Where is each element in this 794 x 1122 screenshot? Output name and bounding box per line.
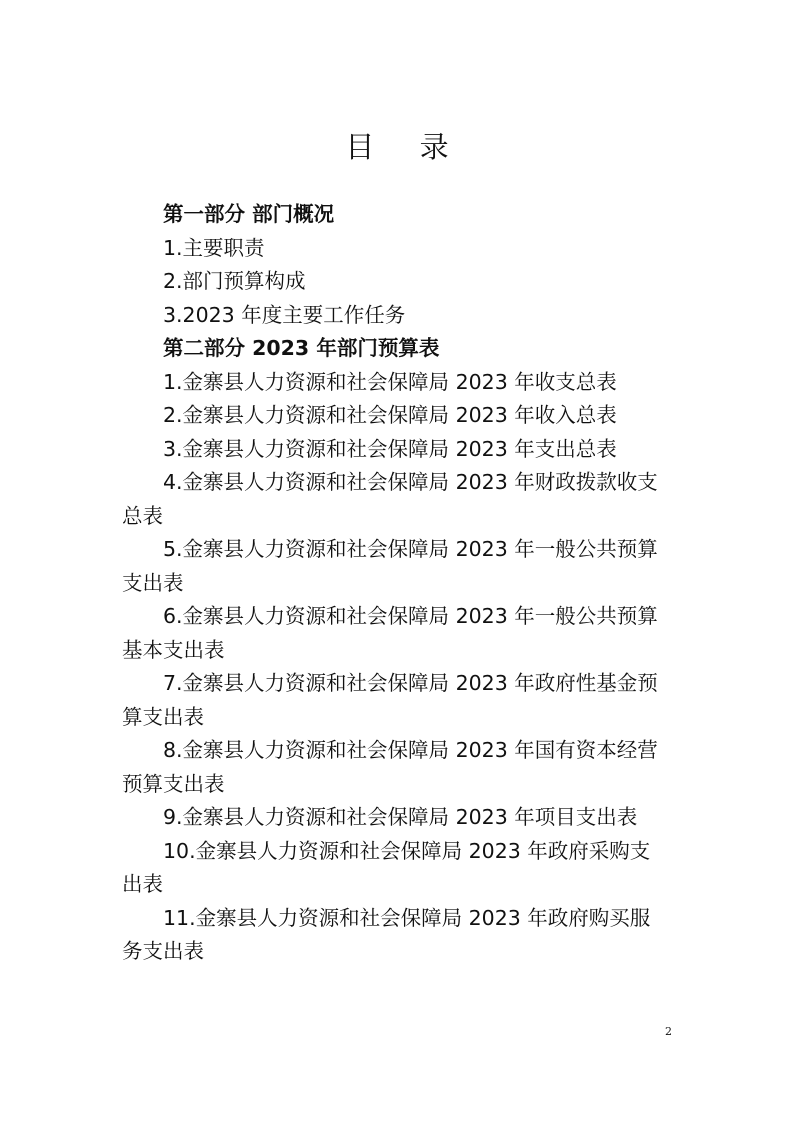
page-title: 目 录 <box>345 130 467 164</box>
toc-item: 10.金寨县人力资源和社会保障局 2023 年政府采购支 <box>163 838 651 863</box>
toc-part2-heading: 第二部分 2023 年部门预算表 <box>163 336 440 360</box>
toc-item: 6.金寨县人力资源和社会保障局 2023 年一般公共预算 <box>163 604 658 628</box>
toc-item: 1.金寨县人力资源和社会保障局 2023 年收支总表 <box>163 369 617 394</box>
toc-item: 1.主要职责 <box>163 235 265 260</box>
toc-item: 4.金寨县人力资源和社会保障局 2023 年财政拨款收支 <box>163 470 658 494</box>
toc-item: 3.金寨县人力资源和社会保障局 2023 年支出总表 <box>163 436 617 461</box>
toc-item-continuation: 支出表 <box>122 570 184 595</box>
table-of-contents <box>122 198 682 969</box>
toc-item: 5.金寨县人力资源和社会保障局 2023 年一般公共预算 <box>163 537 658 561</box>
toc-item: 8.金寨县人力资源和社会保障局 2023 年国有资本经营 <box>163 738 658 762</box>
toc-item: 3.2023 年度主要工作任务 <box>163 302 406 327</box>
toc-item-continuation: 预算支出表 <box>122 771 225 796</box>
toc-item-continuation: 基本支出表 <box>122 637 225 662</box>
page-number: 2 <box>665 1025 672 1038</box>
toc-item: 11.金寨县人力资源和社会保障局 2023 年政府购买服 <box>163 905 651 930</box>
toc-item: 9.金寨县人力资源和社会保障局 2023 年项目支出表 <box>163 805 638 829</box>
toc-item-continuation: 务支出表 <box>122 939 204 963</box>
toc-item: 2.金寨县人力资源和社会保障局 2023 年收入总表 <box>163 403 617 427</box>
toc-item: 2.部门预算构成 <box>163 269 306 293</box>
toc-item-continuation: 出表 <box>122 872 163 896</box>
toc-item-continuation: 总表 <box>122 503 163 528</box>
toc-item-continuation: 算支出表 <box>122 704 204 729</box>
toc-item: 7.金寨县人力资源和社会保障局 2023 年政府性基金预 <box>163 671 658 695</box>
toc-part1-heading: 第一部分 部门概况 <box>163 202 335 226</box>
